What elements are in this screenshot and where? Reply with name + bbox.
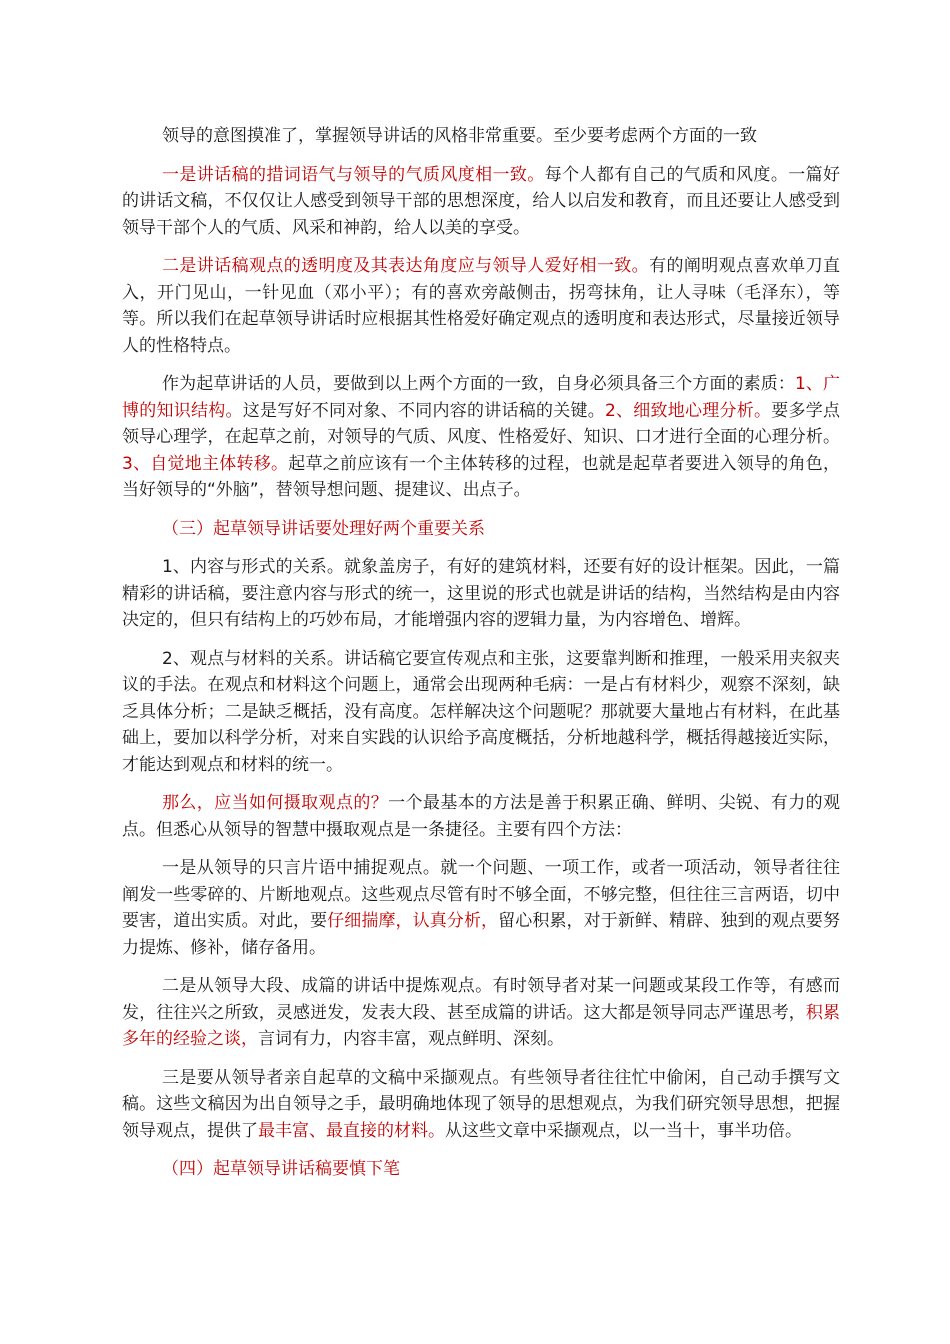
document-body (122, 123, 840, 1195)
paragraph-view-material (122, 646, 840, 779)
paragraph-text: 二是从领导大段、成篇的讲话中提炼观点。有时领导者对某一问题或某段工作等，有感而发，往往兴之所致，灵感迸发，发表大段、甚至成篇的讲话。这大都是领导同志严谨思考， (122, 976, 840, 1023)
paragraph-point-one (122, 162, 840, 242)
paragraph-method-two (122, 973, 840, 1053)
highlight-text: 一是讲话稿的措词语气与领导的气质风度相一致。 (162, 164, 545, 185)
paragraph-qualities (122, 371, 840, 504)
highlight-text: 那么，应当如何摄取观点的？ (162, 793, 389, 813)
section-heading-four: （四）起草领导讲话稿要慎下笔 (162, 1159, 400, 1179)
paragraph-how-to (122, 790, 840, 843)
paragraph-text: 言词有力，内容丰富，观点鲜明、深刻。 (258, 1029, 564, 1049)
paragraph-text: 作为起草讲话的人员，要做到以上两个方面的一致，自身必须具备三个方面的素质： (162, 374, 795, 394)
highlight-text: 二是讲话稿观点的透明度及其表达角度应与领导人爱好相一致。 (162, 256, 650, 276)
paragraph-method-three (122, 1065, 840, 1145)
paragraph-text: 三是要从领导者亲自起草的文稿中采撷观点。有些领导者往往忙中偷闲，自己动手撰写文稿。这些文稿因为出自领导之手，最明确地体现了领导的思想观点，为我们研究领导思想，把握领导观点，提供了 (122, 1067, 840, 1141)
paragraph-text: 留心积累，对于新鲜、精辟、独到的观点要努力提炼、修补，储存备用。 (122, 911, 841, 958)
highlight-text: 1、广博的知识结构。 (122, 374, 840, 421)
highlight-text: 最丰富、最直接的材料。 (258, 1120, 445, 1141)
paragraph-text: 一是从领导的只言片语中捕捉观点。就一个问题、一项工作，或者一项活动，领导者往往阐发一些零碎的、片断地观点。这些观点尽管有时不够全面，不够完整，但往往三言两语，切中要害，道出实质。对此，要 (122, 858, 840, 931)
paragraph-intro (122, 123, 840, 150)
paragraph-text: 要多学点领导心理学，在起草之前，对领导的气质、风度、性格爱好、知识、口才进行全面的心理分析。 (122, 400, 841, 447)
highlight-text: 积累多年的经验之谈， (122, 1002, 841, 1049)
paragraph-content-form (122, 554, 840, 634)
paragraph-text: 有的阐明观点喜欢单刀直入，开门见山，一针见血（邓小平）；有的喜欢旁敲侧击，拐弯抹角，让人寻味（毛泽东），等等。所以我们在起草领导讲话时应根据其性格爱好确定观点的透明度和表达形式，尽量接近领导人的性格特点。 (122, 256, 841, 356)
paragraph-text: 起草之前应该有一个主体转移的过程，也就是起草者要进入领导的角色，当好领导的“外脑”，替领导想问题、提建议、出点子。 (122, 453, 840, 500)
paragraph-text: 一个最基本的方法是善于积累正确、鲜明、尖锐、有力的观点。但悉心从领导的智慧中摄取观点是一条捷径。主要有四个方法： (122, 793, 841, 840)
section-heading-three: （三）起草领导讲话要处理好两个重要关系 (162, 518, 485, 539)
highlight-text: 仔细揣摩，认真分析， (327, 911, 499, 931)
paragraph-point-two (122, 253, 840, 359)
paragraph-text: 从这些文章中采撷观点，以一当十，事半功倍。 (445, 1120, 802, 1141)
paragraph-text: 领导的意图摸准了，掌握领导讲话的风格非常重要。至少要考虑两个方面的一致 (162, 126, 757, 146)
highlight-text: 2、细致地心理分析。 (604, 400, 772, 421)
paragraph-text: 每个人都有自己的气质和风度。一篇好的讲话文稿，不仅仅让人感受到领导干部的思想深度，给人以启发和教育，而且还要让人感受到领导干部个人的气质、风采和神韵，给人以美的享受。 (122, 164, 841, 238)
paragraph-text: 这是写好不同对象、不同内容的讲话稿的关键。 (242, 400, 605, 421)
paragraph-method-one (122, 855, 840, 961)
paragraph-text: 2、观点与材料的关系。讲话稿它要宣传观点和主张，这要靠判断和推理，一般采用夹叙夹议的手法。在观点和材料这个问题上，通常会出现两种毛病：一是占有材料少，观察不深刻，缺乏具体分析；二是缺乏概括，没有高度。怎样解决这个问题呢？那就要大量地占有材料，在此基础上，要加以科学分析，对来自实践的认识给予高度概括，分析地越科学，概括得越接近实际，才能达到观点和材料的统一。 (122, 648, 840, 775)
highlight-text: 3、自觉地主体转移。 (122, 453, 289, 474)
paragraph-text: 1、内容与形式的关系。就象盖房子，有好的建筑材料，还要有好的设计框架。因此，一篇精彩的讲话稿，要注意内容与形式的统一，这里说的形式也就是讲话的结构，当然结构是由内容决定的，但只有结构上的巧妙布局，才能增强内容的逻辑力量，为内容增色、增辉。 (122, 557, 840, 630)
